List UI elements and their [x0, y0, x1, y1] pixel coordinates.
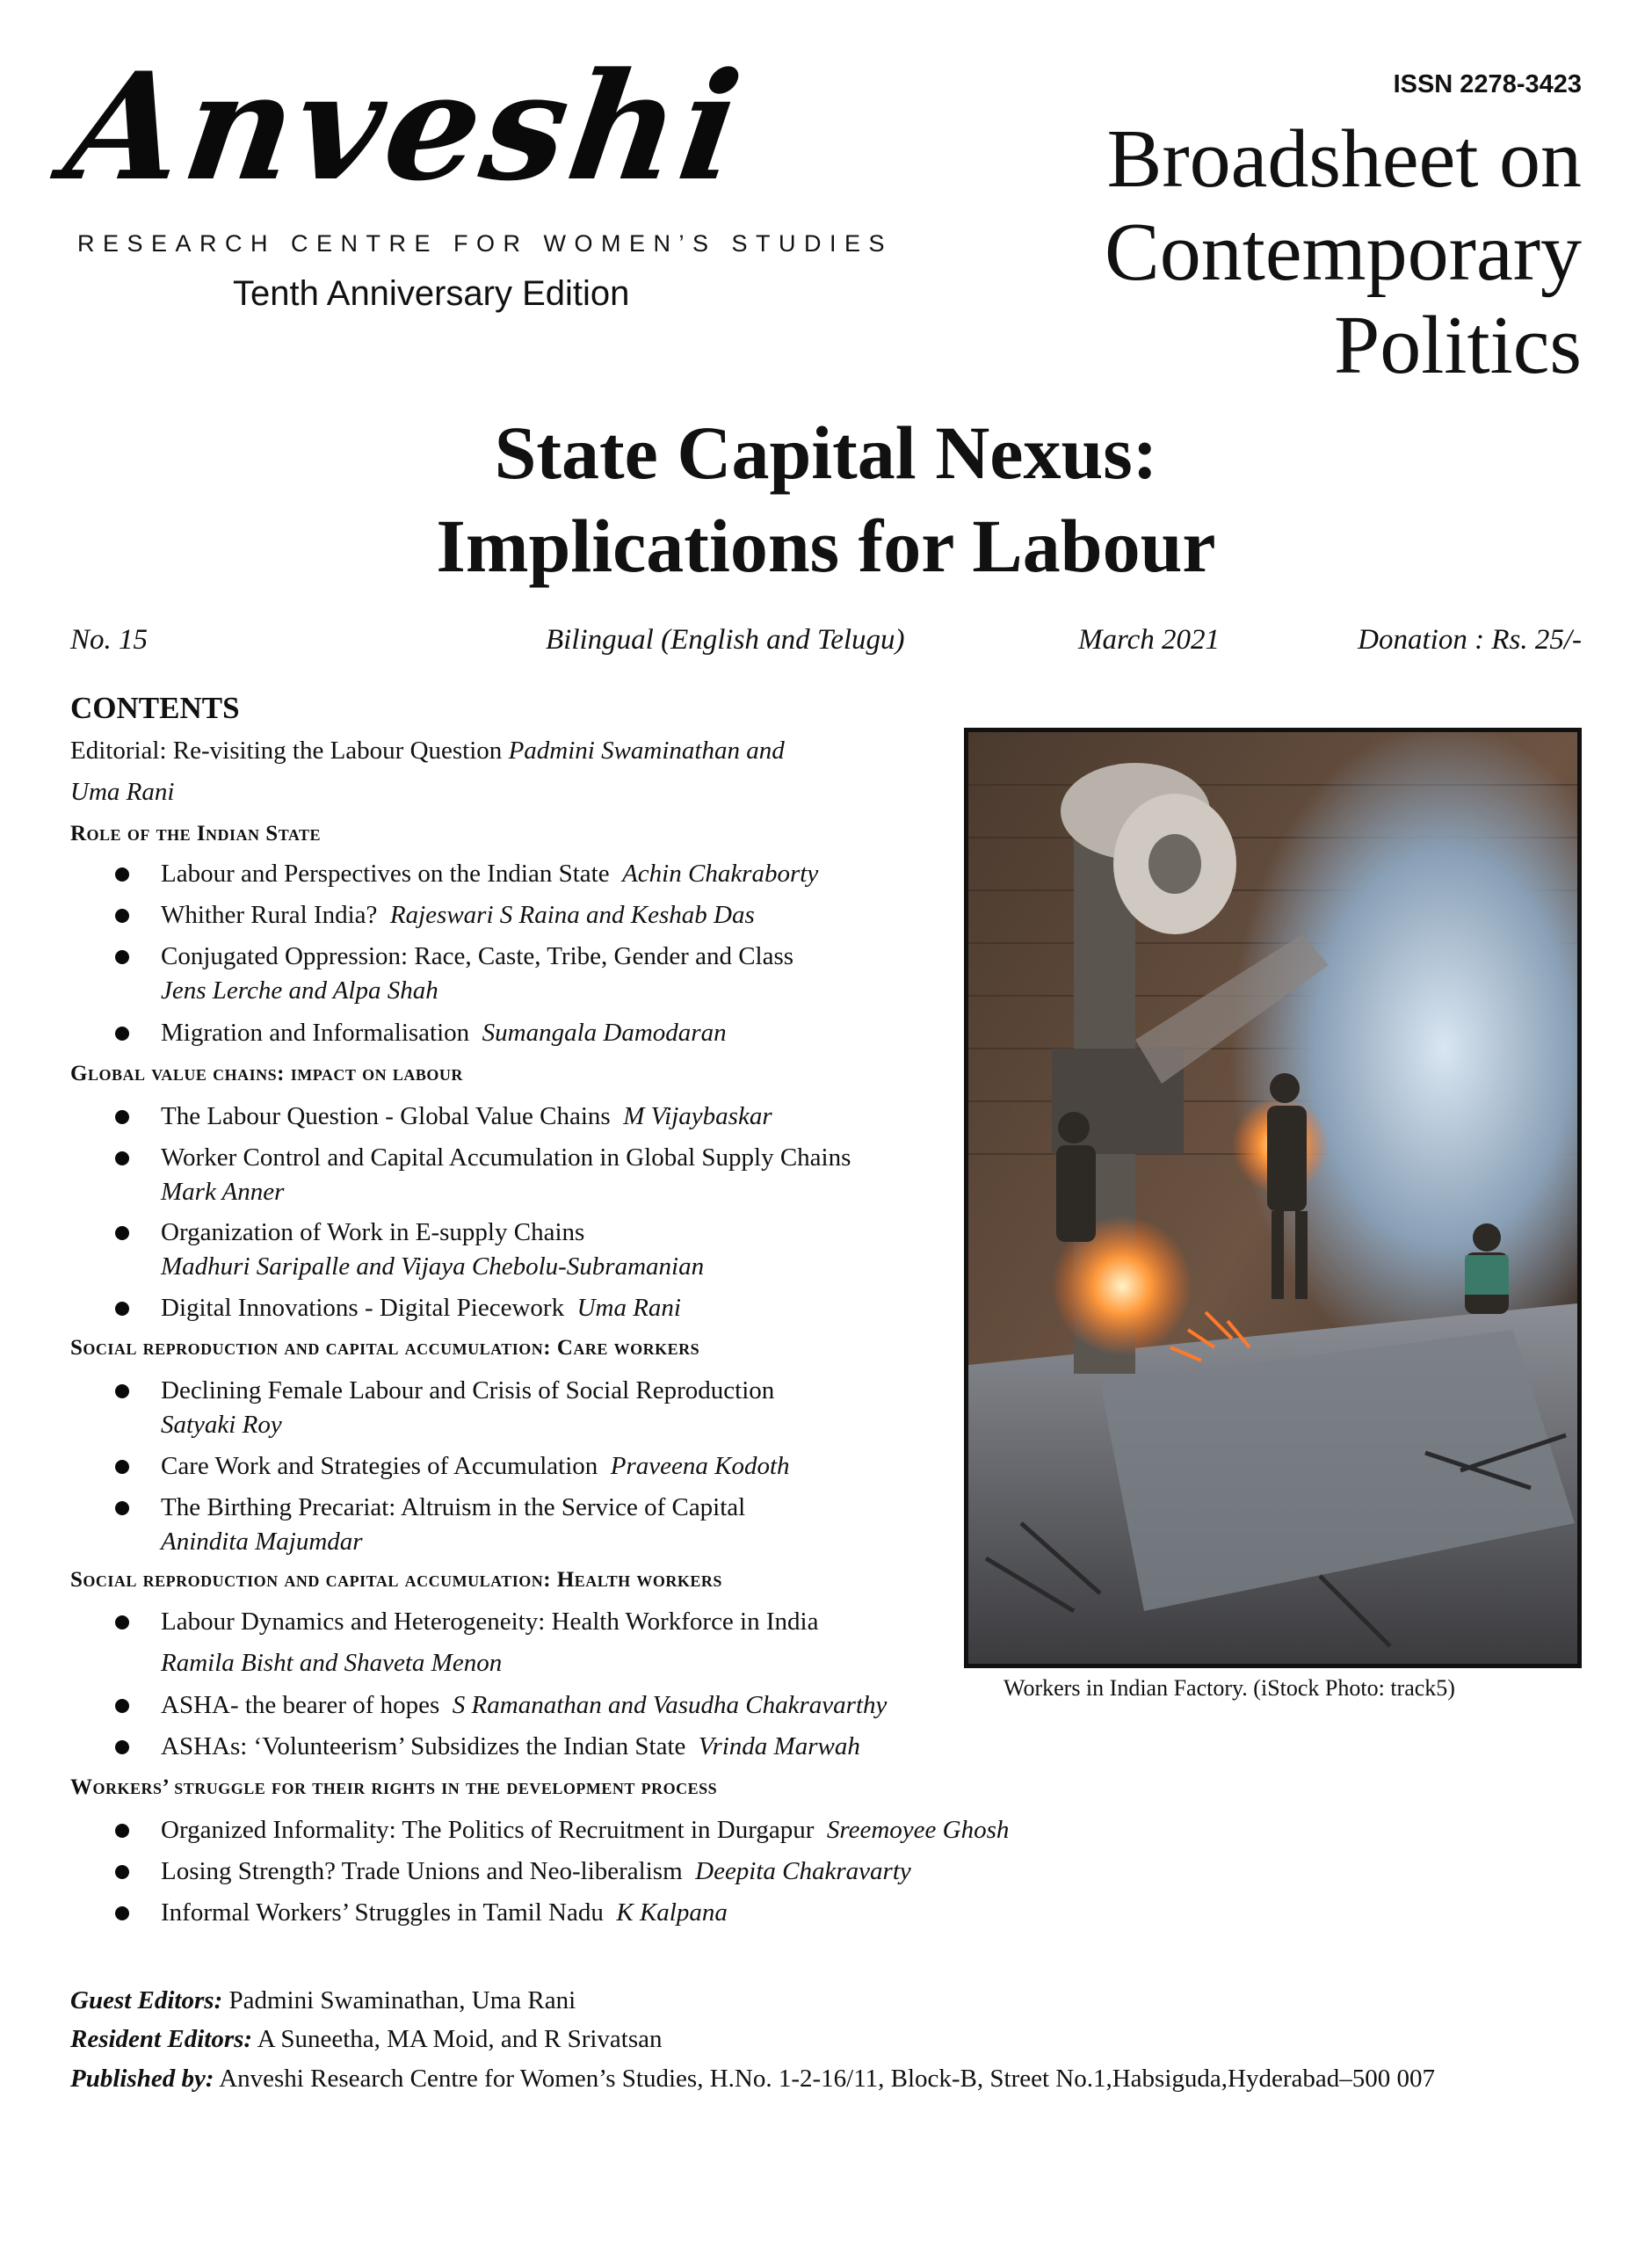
contents-item[interactable]: Informal Workers’ Struggles in Tamil Nadu K Kalpana — [161, 1898, 728, 1927]
section-heading: Social reproduction and capital accumulation: Care workers — [70, 1336, 700, 1360]
contents-item[interactable]: The Labour Question - Global Value Chains M Vijaybaskar — [161, 1102, 772, 1130]
contents-item[interactable]: Labour and Perspectives on the Indian State Achin Chakraborty — [161, 860, 819, 888]
anveshi-logo: Anveshi — [56, 40, 754, 214]
contents-item[interactable]: Migration and Informalisation Sumangala Damodaran — [161, 1019, 727, 1047]
issue-language: Bilingual (English and Telugu) — [546, 624, 905, 656]
contents-item[interactable]: Organized Informality: The Politics of Recruitment in Durgapur Sreemoyee Ghosh — [161, 1816, 1010, 1844]
issue-date: March 2021 — [1078, 624, 1221, 656]
bullet-icon — [115, 1151, 129, 1165]
contents-item[interactable]: The Birthing Precariat: Altruism in the Service of Capital — [161, 1493, 746, 1521]
published-by-line: Published by: Anveshi Research Centre for Women’s Studies, H.No. 1-2-16/11, Block-B, Street No.1,Habsiguda,Hyderabad–500 007 — [70, 2065, 1435, 2093]
issue-info-bar — [70, 624, 1582, 663]
issue-number: No. 15 — [70, 624, 149, 656]
bullet-icon — [115, 1906, 129, 1920]
published-by-value: Anveshi Research Centre for Women’s Studies, H.No. 1-2-16/11, Block-B, Street No.1,Habsiguda,Hyderabad–500 007 — [219, 2065, 1435, 2093]
contents-heading: CONTENTS — [70, 691, 240, 725]
bullet-icon — [115, 1460, 129, 1474]
contents-item[interactable]: Organization of Work in E-supply Chains — [161, 1218, 585, 1246]
guest-editors-value: Padmini Swaminathan, Uma Rani — [228, 1986, 576, 2014]
guest-editors-label: Guest Editors — [70, 1986, 214, 2014]
published-by-label: Published by — [70, 2065, 206, 2093]
bullet-icon — [115, 1110, 129, 1124]
contents-item[interactable]: ASHA- the bearer of hopes S Ramanathan and Vasudha Chakravarthy — [161, 1691, 888, 1719]
editorial-authors-cont: Uma Rani — [70, 778, 175, 806]
section-heading: Social reproduction and capital accumulation: Health workers — [70, 1568, 722, 1592]
resident-editors-line: Resident Editors: A Suneetha, MA Moid, and R Srivatsan — [70, 2025, 663, 2053]
bullet-icon — [115, 909, 129, 923]
bullet-icon — [115, 1699, 129, 1713]
bullet-icon — [115, 1740, 129, 1754]
guest-editors-line: Guest Editors: Padmini Swaminathan, Uma Rani — [70, 1986, 576, 2014]
photo-caption: Workers in Indian Factory. (iStock Photo: track5) — [1004, 1675, 1455, 1701]
issue-title-line: State Capital Nexus: — [494, 410, 1158, 495]
broadsheet-line: Broadsheet on — [1106, 113, 1582, 205]
edition-label: Tenth Anniversary Edition — [233, 274, 630, 313]
contents-item-author: Anindita Majumdar — [161, 1528, 363, 1556]
section-heading: Role of the Indian State — [70, 822, 322, 846]
editorial-authors: Padmini Swaminathan and — [508, 737, 785, 765]
contents-item[interactable]: Losing Strength? Trade Unions and Neo-liberalism Deepita Chakravarty — [161, 1857, 911, 1885]
contents-item-author: Madhuri Saripalle and Vijaya Chebolu-Subramanian — [161, 1252, 705, 1281]
resident-editors-label: Resident Editors — [70, 2025, 244, 2053]
issn-label: ISSN 2278-3423 — [1393, 70, 1582, 98]
broadsheet-title — [1105, 112, 1582, 392]
issue-title — [0, 406, 1652, 592]
contents-item[interactable]: Digital Innovations - Digital Piecework Uma Rani — [161, 1294, 681, 1322]
contents-item[interactable]: Labour Dynamics and Heterogeneity: Health Workforce in India — [161, 1608, 819, 1636]
logo-subtitle: RESEARCH CENTRE FOR WOMEN’S STUDIES — [77, 230, 894, 257]
contents-item-author: Ramila Bisht and Shaveta Menon — [161, 1649, 503, 1677]
contents-item[interactable]: Care Work and Strategies of Accumulation Praveena Kodoth — [161, 1452, 790, 1480]
factory-illustration — [968, 732, 1577, 1664]
editorial-title: Editorial: Re-visiting the Labour Question — [70, 737, 503, 765]
bullet-icon — [115, 1615, 129, 1629]
issue-title-line: Implications for Labour — [436, 504, 1216, 588]
bullet-icon — [115, 1226, 129, 1240]
contents-item[interactable]: Worker Control and Capital Accumulation in Global Supply Chains — [161, 1143, 851, 1172]
editorial-entry[interactable] — [70, 737, 785, 766]
contents-item-author: Satyaki Roy — [161, 1411, 282, 1439]
contents-item-author: Mark Anner — [161, 1178, 285, 1206]
bullet-icon — [115, 1302, 129, 1316]
bullet-icon — [115, 1027, 129, 1041]
contents-item[interactable]: Whither Rural India? Rajeswari S Raina and Keshab Das — [161, 901, 755, 929]
resident-editors-value: A Suneetha, MA Moid, and R Srivatsan — [257, 2025, 663, 2053]
bullet-icon — [115, 1824, 129, 1838]
bullet-icon — [115, 950, 129, 964]
broadsheet-line: Contemporary — [1105, 207, 1582, 298]
bullet-icon — [115, 1501, 129, 1515]
contents-item[interactable]: ASHAs: ‘Volunteerism’ Subsidizes the Indian State Vrinda Marwah — [161, 1732, 860, 1760]
issue-donation: Donation : Rs. 25/- — [1358, 624, 1582, 656]
bullet-icon — [115, 1384, 129, 1398]
section-heading: Global value chains: impact on labour — [70, 1062, 463, 1085]
bullet-icon — [115, 867, 129, 882]
factory-photo — [964, 728, 1582, 1668]
contents-item[interactable]: Declining Female Labour and Crisis of Social Reproduction — [161, 1376, 775, 1404]
bullet-icon — [115, 1865, 129, 1879]
broadsheet-line: Politics — [1333, 300, 1582, 391]
contents-item-author: Jens Lerche and Alpa Shah — [161, 976, 438, 1005]
section-heading: Workers’ struggle for their rights in the development process — [70, 1775, 718, 1799]
contents-item[interactable]: Conjugated Oppression: Race, Caste, Tribe, Gender and Class — [161, 942, 794, 970]
